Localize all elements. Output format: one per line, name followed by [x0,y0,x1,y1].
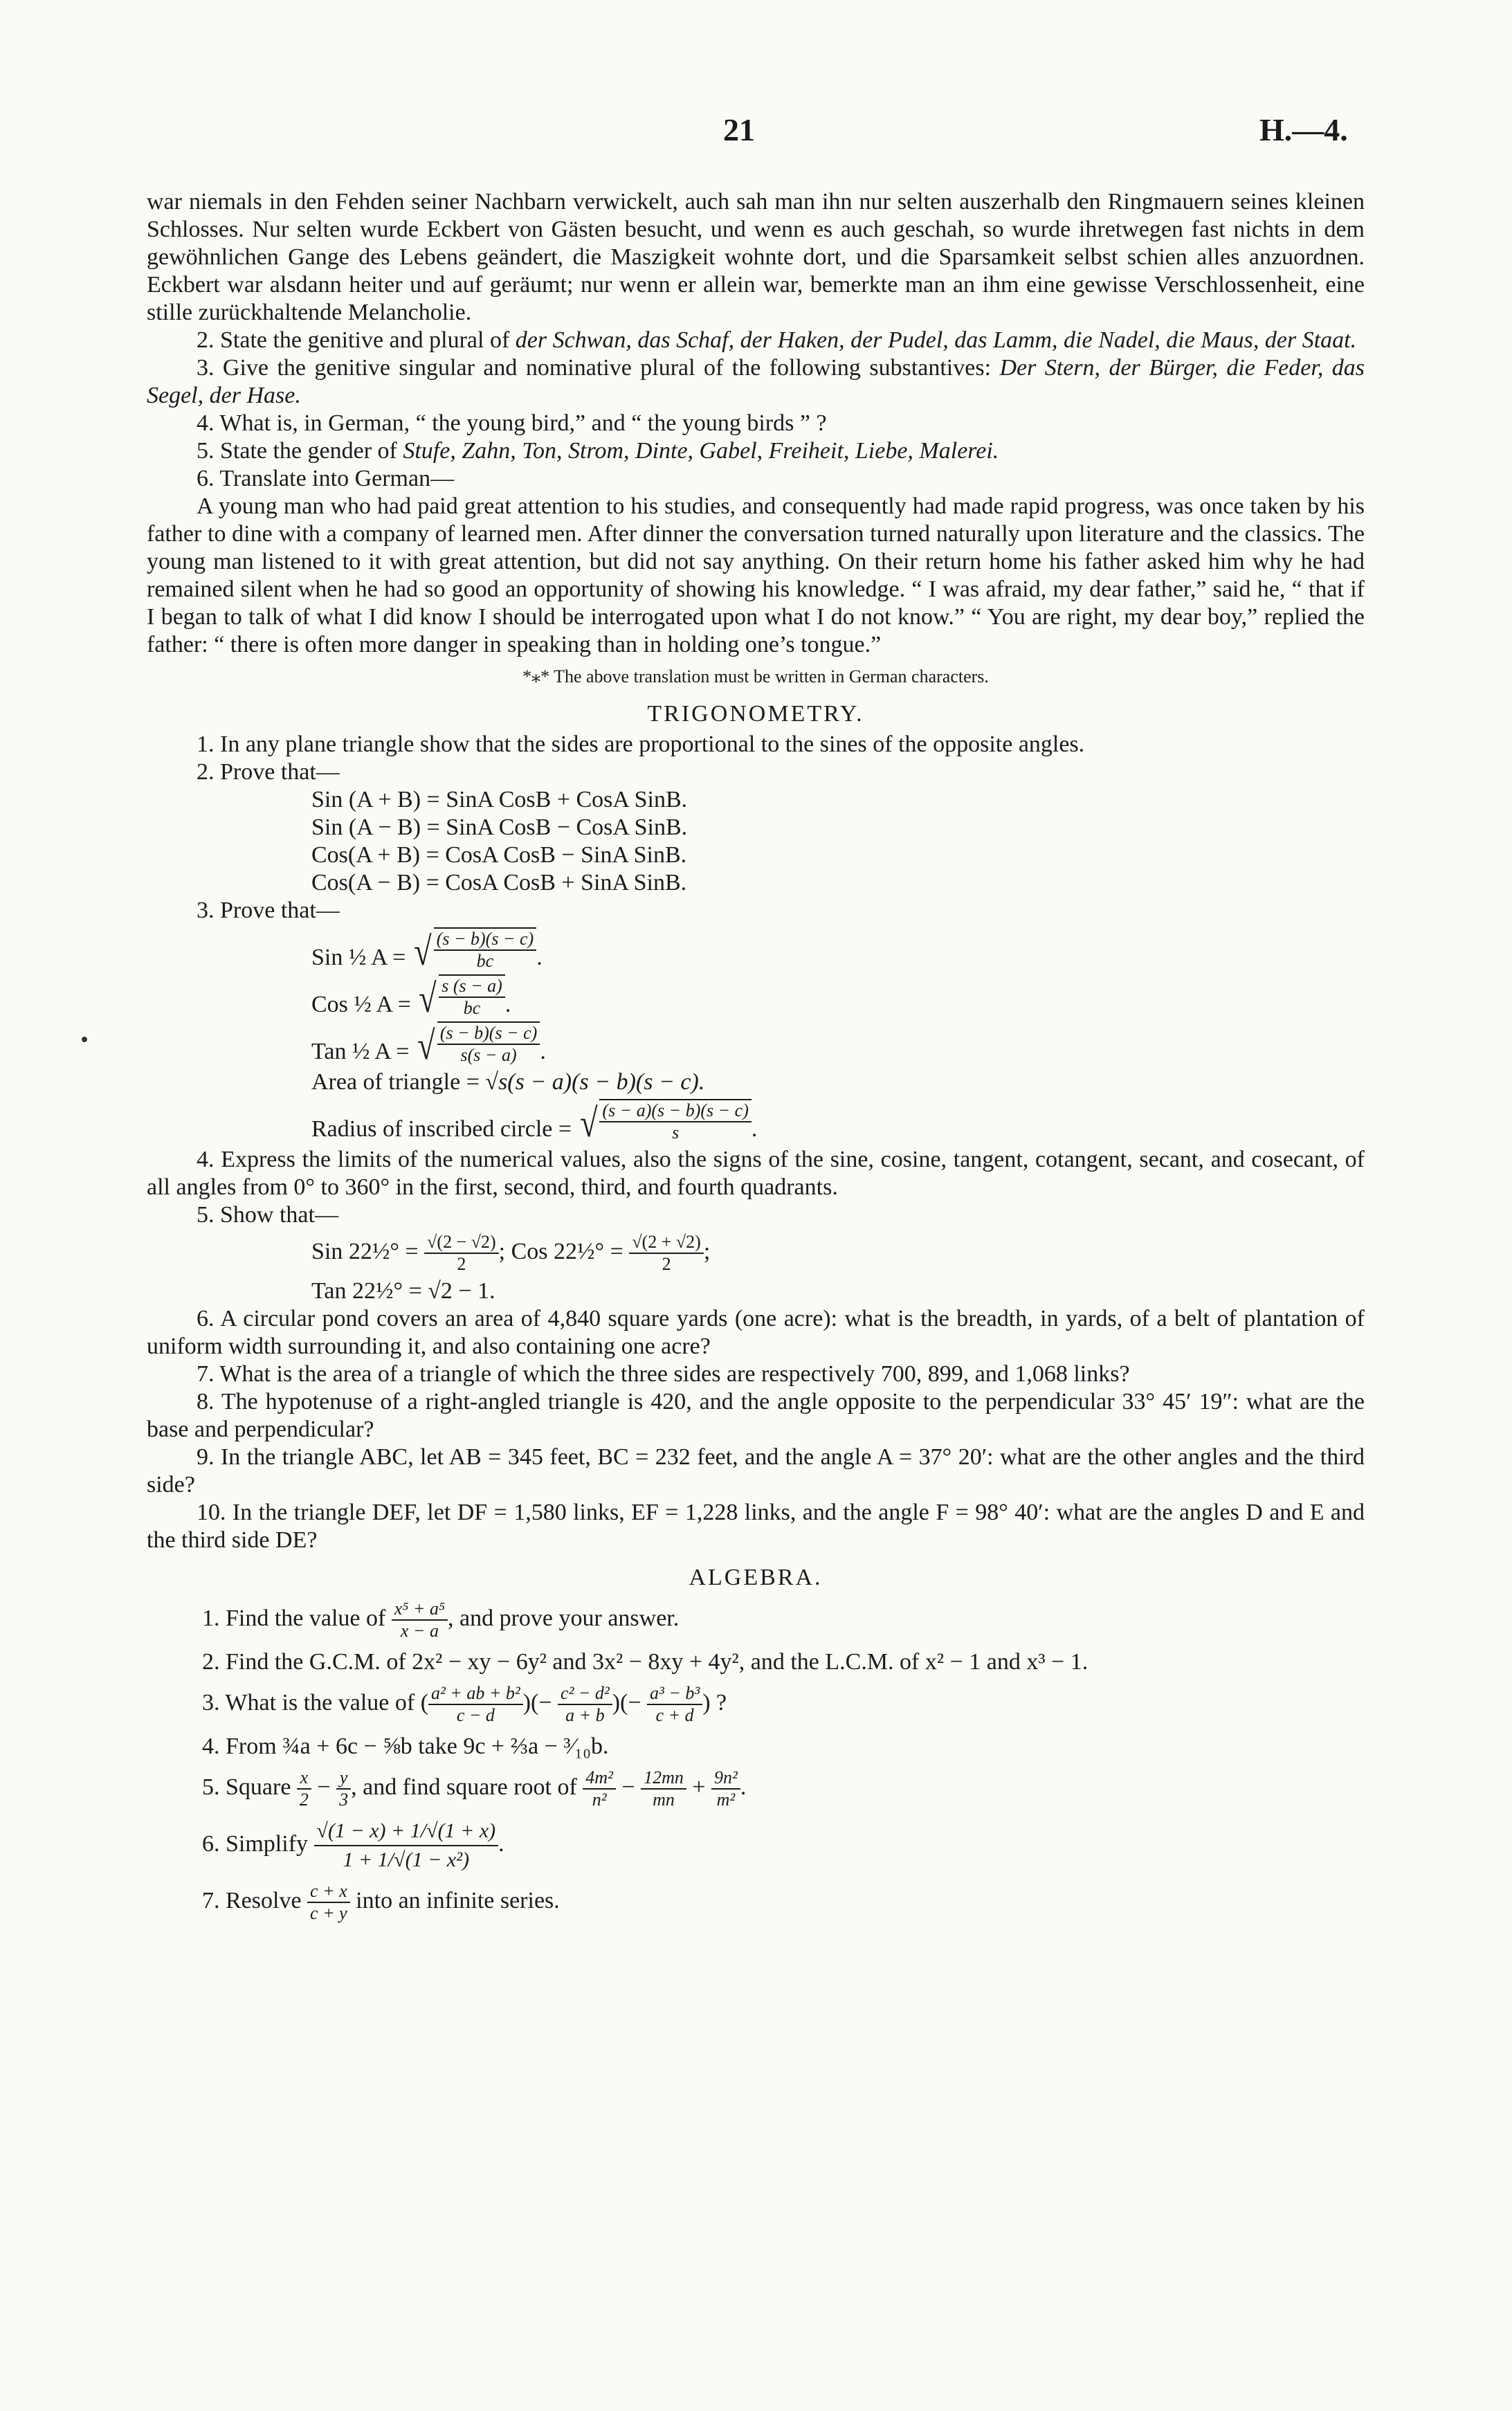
trigonometry-heading: TRIGONOMETRY. [647,701,864,727]
trigonometry-section [147,700,1365,1554]
trig-formula: Sin (A − B) = SinA CosB − CosA SinB. [311,815,688,840]
algebra-question-3: 3. What is the value of ( $\frac{\text{a² + ab + b²}}{c - d}$ )(− $\frac{\text{c² − d²}}{a + b}$ )(− $\frac{\text{a³ − b³}}{c + d}$ ) ? [202,1683,727,1725]
trig-formula: Cos(A + B) = CosA CosB − SinA SinB. [311,842,687,868]
translation-passage: A young man who had paid great attention to his studies, and consequently had made rapid progress, was once taken by his father to dine with a company of learned men. After dinner the conversation turned naturally upon literature and the classics. The young man listened to it with great attention, but did not say anything. On their return home his father asked him why he had remained silent when he had so good an opportunity of showing his knowledge. “ I was afraid, my dear father,” said he, “ that if I began to talk of what I did know I should be interrogated upon what I do not know.” “ You are right, my dear boy,” replied the father: “ there is often more danger in speaking than in holding one’s tongue.” [147,493,1365,657]
inscribed-radius-formula: Radius of inscribed circle = √ $\frac{(s - a)(s - b)(s - c)}{s}$ . [311,1100,758,1145]
algebra-question-1: 1. Find the value of $\frac{\text{x⁵ + a⁵}}{x - a}$ , and prove your answer. [202,1599,680,1641]
half-angle-cosine-formula: Cos ½ A = √ $\frac{s (s - a)}{bc}$ . [311,976,511,1021]
sin-cos-22-formula: Sin 22½° = $\frac{√(2 - √2)}{2}$ ; Cos 22½° = $\frac{√(2 + √2)}{2}$ ; [311,1232,711,1274]
algebra-heading: ALGEBRA. [689,1565,823,1590]
triangle-area-formula: Area of triangle = √s(s − a)(s − b)(s − c). [311,1069,705,1095]
algebra-section [147,1564,1365,1924]
german-question-3: 3. Give the genitive singular and nominative plural of the following substantives: Der Stern, der Bürger, die Feder, das Segel, der Hase. [147,355,1365,408]
trig-question-8: 8. The hypotenuse of a right-angled triangle is 420, and the angle opposite to the perpendicular 33° 45′ 19″: what are the base and perpendicular? [147,1389,1365,1442]
algebra-question-7: 7. Resolve $\frac{c + x}{c + y}$ into an infinite series. [202,1881,560,1923]
trig-question-2: 2. Prove that— [197,759,340,785]
square-root: √ $\frac{s (s - a)}{bc}$ [417,974,504,1019]
document-code: H.—4. [1259,112,1348,147]
half-angle-sine-formula: Sin ½ A = √ $\frac{(s - b)(s - c)}{bc}$ . [311,929,543,974]
trig-formula: Sin (A + B) = SinA CosB + CosA SinB. [311,787,688,812]
german-section [147,188,1365,691]
square-root: √ $\frac{(s - b)(s - c)}{s(s - a)}$ [415,1021,540,1066]
german-question-4: 4. What is, in German, “ the young bird,” and “ the young birds ” ? [197,410,827,436]
square-root: √ $\frac{(s - a)(s - b)(s - c)}{s}$ [578,1099,752,1143]
page-header [0,112,1512,158]
translation-note: *⁎* The above translation must be written in German characters. [522,666,989,686]
german-question-2: 2. State the genitive and plural of der Schwan, das Schaf, der Haken, der Pudel, das Lamm, die Nadel, die Maus, der Staat. [197,327,1357,353]
square-root: √ $\frac{(s - b)(s - c)}{bc}$ [412,927,536,972]
trig-question-3: 3. Prove that— [197,898,340,923]
page-number: 21 [723,112,755,147]
trig-question-7: 7. What is the area of a triangle of which the three sides are respectively 700, 899, and 1,068 links? [197,1361,1130,1387]
trig-question-6: 6. A circular pond covers an area of 4,840 square yards (one acre): what is the breadth, in yards, of a belt of plantation of uniform width surrounding it, and also containing one acre? [147,1306,1365,1359]
tan-22-formula: Tan 22½° = √2 − 1. [311,1278,495,1304]
trig-question-9: 9. In the triangle ABC, let AB = 345 feet, BC = 232 feet, and the angle A = 37° 20′: what are the other angles and the third side? [147,1444,1365,1498]
algebra-question-5: 5. Square $\frac{x}{2}$ − $\frac{y}{3}$ , and find square root of $\frac{\text{4m²}}{\text{n²}}$ − $\frac{12mn}{mn}$ + $\frac{\text{9n²}}{\text{m²}}$ . [202,1767,747,1810]
trig-question-10: 10. In the triangle DEF, let DF = 1,580 links, EF = 1,228 links, and the angle F = 98° 40′: what are the angles D and E and the third side DE? [147,1500,1365,1553]
page-content [147,188,1365,1931]
algebra-question-4: 4. From ¾a + 6c − ⅝b take 9c + ⅔a − ³⁄₁₀b. [202,1734,609,1759]
trig-question-1: 1. In any plane triangle show that the sides are proportional to the sines of the opposite angles. [197,731,1085,757]
stray-mark [82,1037,87,1042]
german-question-6: 6. Translate into German— [197,466,455,491]
algebra-question-6: 6. Simplify $\frac{√(1 - x) + 1/√(1 + x)}{\text{1 + 1/√(1 − x²)}}$ . [147,1817,1365,1874]
trig-formula: Cos(A − B) = CosA CosB + SinA SinB. [311,870,687,895]
trig-question-4: 4. Express the limits of the numerical values, also the signs of the sine, cosine, tangent, cotangent, secant, and cosecant, of all angles from 0° to 360° in the first, second, third, and fourth quadrants. [147,1147,1365,1200]
german-passage: war niemals in den Fehden seiner Nachbarn verwickelt, auch sah man ihn nur selten auszerhalb den Ringmauern seines kleinen Schlosses. Nur selten wurde Eckbert von Gästen besucht, und wenn es auch geschah, so wurde ihretwegen fast nichts in dem gewöhnlichen Gange des Lebens geändert, die Maszigkeit wohnte dort, und die Sparsamkeit selbst schien alles anzuordnen. Eckbert war alsdann heiter und auf geräumt; nur wenn er allein war, bemerkte man an ihm eine gewisse Verschlossenheit, eine stille zurückhaltende Melancholie. [147,189,1365,325]
half-angle-tangent-formula: Tan ½ A = √ $\frac{(s - b)(s - c)}{s(s - a)}$ . [311,1023,546,1068]
german-question-5: 5. State the gender of Stufe, Zahn, Ton, Strom, Dinte, Gabel, Freiheit, Liebe, Malerei. [197,438,999,464]
algebra-question-2: 2. Find the G.C.M. of 2x² − xy − 6y² and 3x² − 8xy + 4y², and the L.C.M. of x² − 1 and x³ − 1. [202,1649,1089,1675]
trig-question-5: 5. Show that— [197,1202,338,1228]
